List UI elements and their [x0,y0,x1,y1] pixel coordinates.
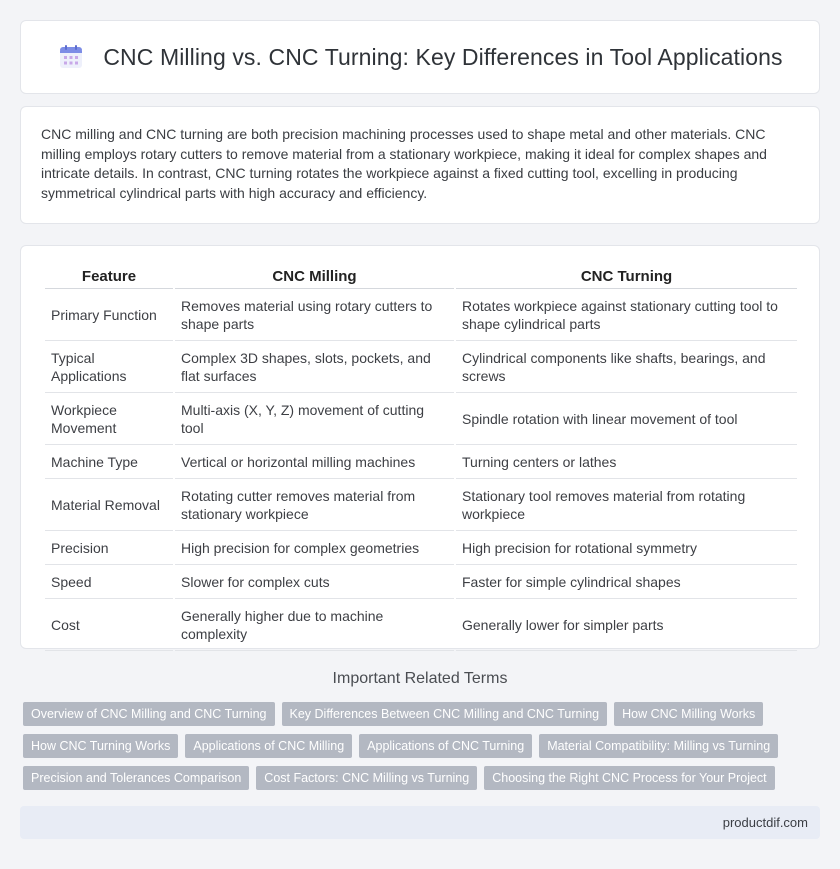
page-title: CNC Milling vs. CNC Turning: Key Differences in Tool Applications [103,43,783,70]
feature-cell: Cost [45,599,173,651]
table-row [45,289,797,341]
feature-cell: Workpiece Movement [45,393,173,445]
turning-cell: Faster for simple cylindrical shapes [456,565,797,599]
related-terms-row [23,702,823,726]
table-row [45,565,797,599]
turning-cell: Turning centers or lathes [456,445,797,479]
header-cnc-milling: CNC Milling [175,264,454,289]
intro-paragraph: CNC milling and CNC turning are both precision machining processes used to shape metal and other materials. CNC milling employs rotary cutters to remove material from a stationary workpiece, making it ideal for complex shapes and intricate details. In contrast, CNC turning rotates the workpiece against a fixed cutting tool, excelling in producing symmetrical cylindrical parts with high accuracy and efficiency. [41,126,767,201]
related-term-link[interactable]: Cost Factors: CNC Milling vs Turning [256,766,477,790]
milling-cell: Multi-axis (X, Y, Z) movement of cutting tool [175,393,454,445]
feature-cell: Material Removal [45,479,173,531]
calendar-icon [57,43,85,71]
related-terms-row [23,734,823,758]
table-row [45,479,797,531]
milling-cell: Rotating cutter removes material from stationary workpiece [175,479,454,531]
table-header-row [45,264,797,289]
related-term-link[interactable]: Key Differences Between CNC Milling and CNC Turning [282,702,608,726]
related-term-link[interactable]: Choosing the Right CNC Process for Your Project [484,766,774,790]
milling-cell: High precision for complex geometries [175,531,454,565]
turning-cell: Stationary tool removes material from rotating workpiece [456,479,797,531]
feature-cell: Machine Type [45,445,173,479]
related-term-link[interactable]: Precision and Tolerances Comparison [23,766,249,790]
related-term-link[interactable]: How CNC Turning Works [23,734,178,758]
table-row [45,445,797,479]
milling-cell: Slower for complex cuts [175,565,454,599]
header-feature: Feature [45,264,173,289]
turning-cell: Generally lower for simpler parts [456,599,797,651]
turning-cell: High precision for rotational symmetry [456,531,797,565]
title-card [20,20,820,94]
related-term-link[interactable]: How CNC Milling Works [614,702,763,726]
related-term-link[interactable]: Overview of CNC Milling and CNC Turning [23,702,275,726]
milling-cell: Generally higher due to machine complexity [175,599,454,651]
related-term-link[interactable]: Applications of CNC Milling [185,734,352,758]
table-row [45,341,797,393]
header-cnc-turning: CNC Turning [456,264,797,289]
turning-cell: Rotates workpiece against stationary cutting tool to shape cylindrical parts [456,289,797,341]
comparison-table [43,264,799,651]
intro-card [20,106,820,224]
table-row [45,531,797,565]
table-row [45,599,797,651]
turning-cell: Spindle rotation with linear movement of tool [456,393,797,445]
table-row [45,393,797,445]
milling-cell: Removes material using rotary cutters to shape parts [175,289,454,341]
related-terms [23,702,823,798]
feature-cell: Typical Applications [45,341,173,393]
feature-cell: Speed [45,565,173,599]
related-terms-heading: Important Related Terms [332,670,508,687]
comparison-table-card [20,245,820,649]
feature-cell: Primary Function [45,289,173,341]
related-term-link[interactable]: Applications of CNC Turning [359,734,532,758]
turning-cell: Cylindrical components like shafts, bearings, and screws [456,341,797,393]
footer-bar [20,806,820,839]
related-terms-row [23,766,823,790]
footer-site-link[interactable]: productdif.com [722,815,808,830]
feature-cell: Precision [45,531,173,565]
related-term-link[interactable]: Material Compatibility: Milling vs Turning [539,734,778,758]
milling-cell: Vertical or horizontal milling machines [175,445,454,479]
milling-cell: Complex 3D shapes, slots, pockets, and flat surfaces [175,341,454,393]
